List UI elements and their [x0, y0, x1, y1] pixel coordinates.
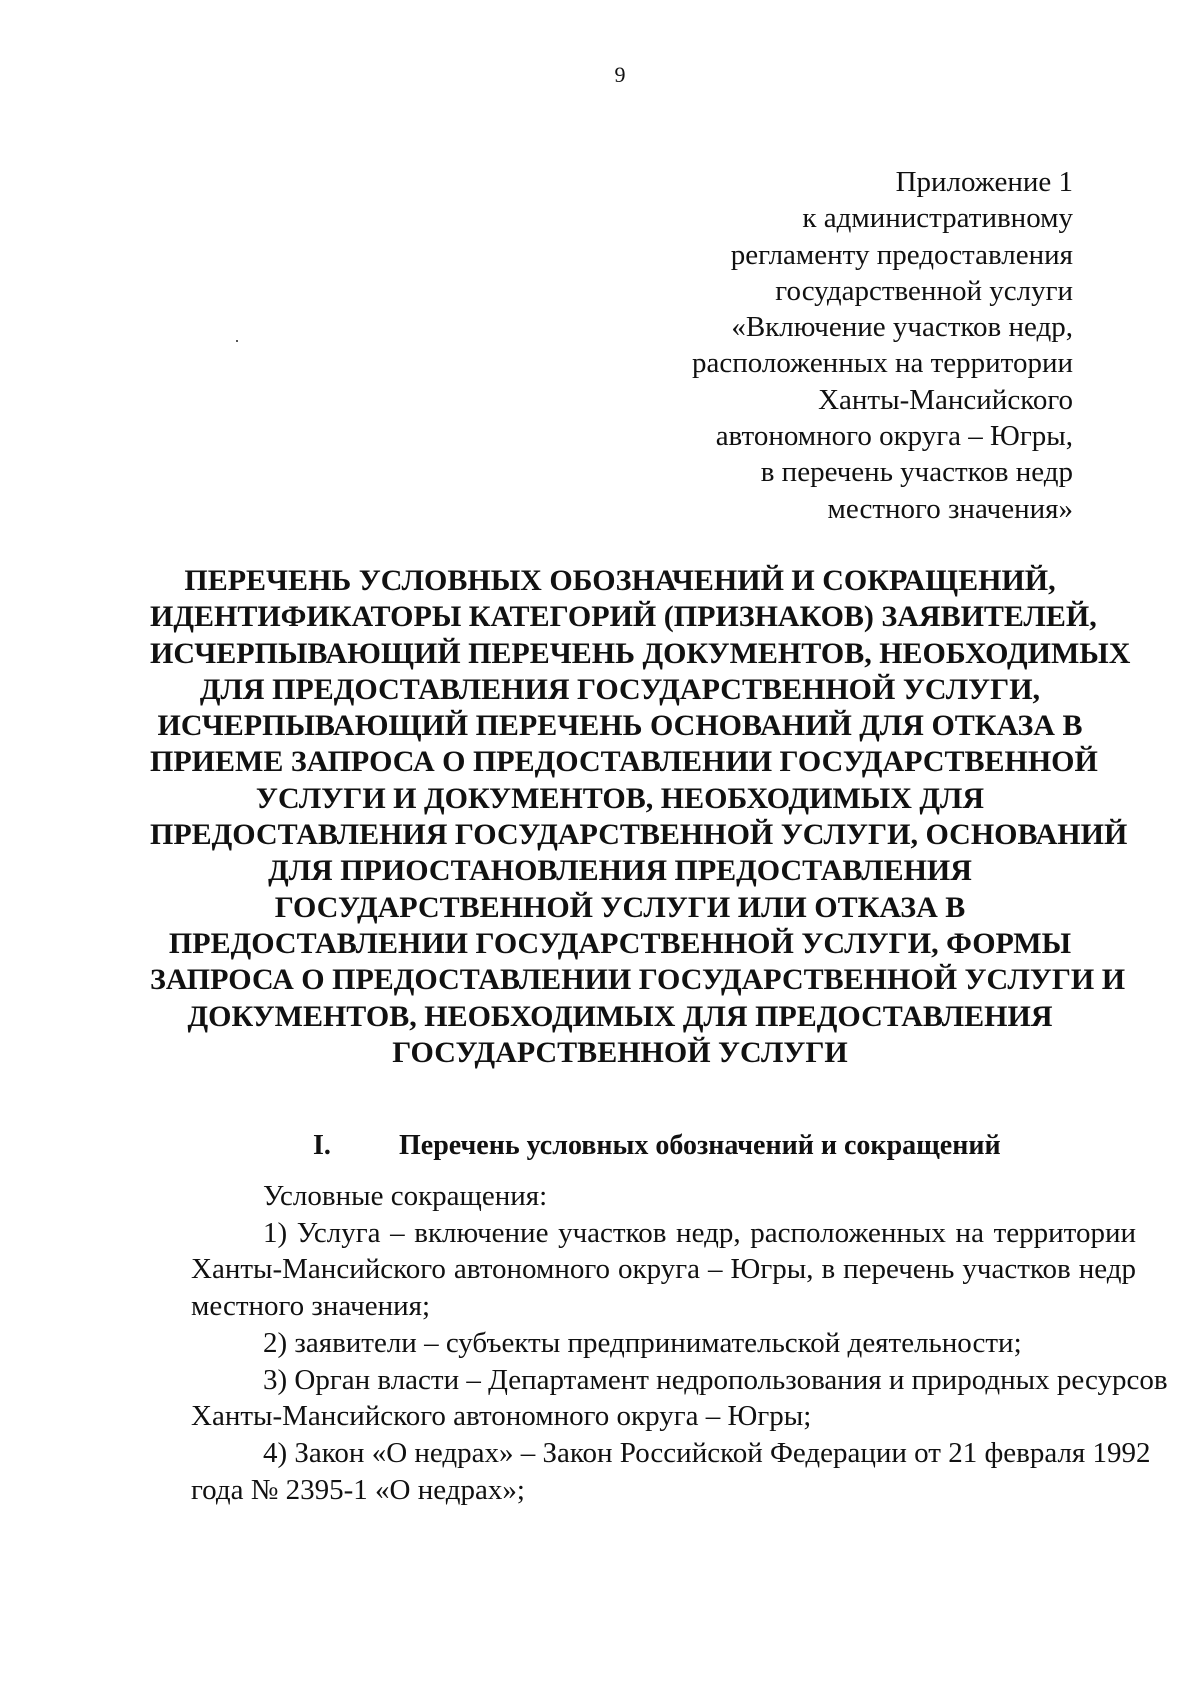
body-line: Ханты-Мансийского автономного округа – Югры, в перечень участков недр [191, 1253, 1136, 1286]
appendix-line: Ханты-Мансийского [818, 383, 1073, 416]
title-line: ПРИЕМЕ ЗАПРОСА О ПРЕДОСТАВЛЕНИИ ГОСУДАРСТВЕННОЙ [150, 745, 1098, 779]
appendix-block [692, 164, 1073, 527]
appendix-line: «Включение участков недр, [731, 311, 1073, 344]
title-line: ДЛЯ ПРИОСТАНОВЛЕНИЯ ПРЕДОСТАВЛЕНИЯ [268, 854, 972, 888]
body-line: Ханты-Мансийского автономного округа – Югры; [191, 1400, 812, 1433]
title-line: ДЛЯ ПРЕДОСТАВЛЕНИЯ ГОСУДАРСТВЕННОЙ УСЛУГИ, [199, 672, 1041, 706]
title-line: УСЛУГИ И ДОКУМЕНТОВ, НЕОБХОДИМЫХ ДЛЯ [255, 781, 985, 815]
body-line: местного значения; [191, 1290, 431, 1323]
section-heading [313, 1130, 1001, 1162]
title-line: ЗАПРОСА О ПРЕДОСТАВЛЕНИИ ГОСУДАРСТВЕННОЙ УСЛУГИ И [150, 963, 1126, 997]
body-line: 1) Услуга – включение участков недр, расположенных на территории [263, 1216, 1136, 1249]
body-text [191, 1178, 1168, 1508]
body-line: 3) Орган власти – Департамент недропользования и природных ресурсов [263, 1363, 1168, 1396]
appendix-line: автономного округа – Югры, [715, 420, 1073, 453]
title-line: ИДЕНТИФИКАТОРЫ КАТЕГОРИЙ (ПРИЗНАКОВ) ЗАЯВИТЕЛЕЙ, [150, 600, 1097, 634]
appendix-line: регламенту предоставления [730, 238, 1073, 271]
appendix-line: расположенных на территории [692, 347, 1073, 380]
appendix-line: государственной услуги [775, 274, 1073, 307]
title-line: ПРЕДОСТАВЛЕНИИ ГОСУДАРСТВЕННОЙ УСЛУГИ, ФОРМЫ [168, 926, 1072, 960]
body-line: 2) заявители – субъекты предпринимательской деятельности; [263, 1326, 1022, 1359]
appendix-line: в перечень участков недр [760, 456, 1073, 489]
body-line: года № 2395-1 «О недрах»; [191, 1473, 525, 1506]
title-line: ИСЧЕРПЫВАЮЩИЙ ПЕРЕЧЕНЬ ОСНОВАНИЙ ДЛЯ ОТКАЗА В [157, 709, 1083, 743]
appendix-line: к административному [802, 202, 1073, 235]
section-number: I. [313, 1130, 331, 1161]
scan-speck [236, 340, 238, 342]
body-line: Условные сокращения: [263, 1180, 548, 1212]
title-line: ПЕРЕЧЕНЬ УСЛОВНЫХ ОБОЗНАЧЕНИЙ И СОКРАЩЕНИЙ, [184, 564, 1056, 597]
title-line: ДОКУМЕНТОВ, НЕОБХОДИМЫХ ДЛЯ ПРЕДОСТАВЛЕНИЯ [187, 999, 1053, 1033]
page-number: 9 [614, 62, 626, 87]
body-line: 4) Закон «О недрах» – Закон Российской Федерации от 21 февраля 1992 [263, 1436, 1151, 1469]
section-title: Перечень условных обозначений и сокращений [399, 1130, 1001, 1161]
title-line: ИСЧЕРПЫВАЮЩИЙ ПЕРЕЧЕНЬ ДОКУМЕНТОВ, НЕОБХОДИМЫХ [150, 636, 1131, 670]
title-line: ГОСУДАРСТВЕННОЙ УСЛУГИ ИЛИ ОТКАЗА В [274, 890, 966, 924]
appendix-line: Приложение 1 [895, 166, 1073, 198]
document-title [150, 563, 1131, 1071]
appendix-line: местного значения» [827, 492, 1073, 525]
title-line: ПРЕДОСТАВЛЕНИЯ ГОСУДАРСТВЕННОЙ УСЛУГИ, ОСНОВАНИЙ [150, 818, 1128, 852]
title-line: ГОСУДАРСТВЕННОЙ УСЛУГИ [392, 1035, 848, 1069]
